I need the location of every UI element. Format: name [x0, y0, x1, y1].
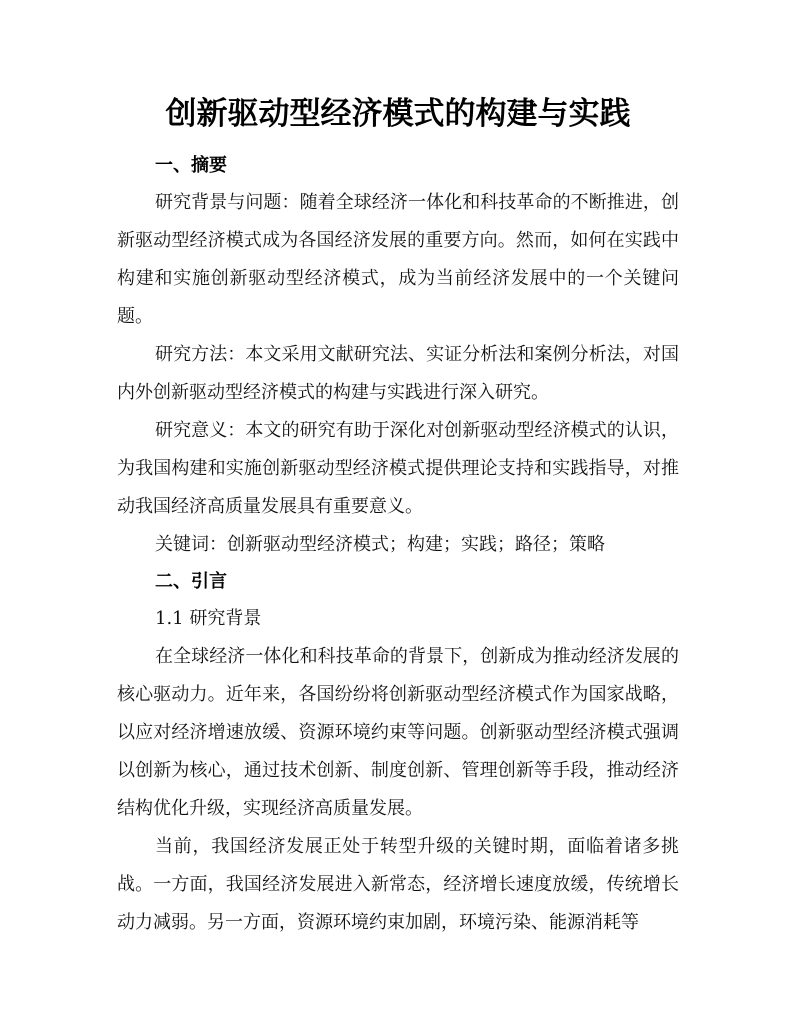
- abstract-heading: 一、摘要: [155, 155, 227, 176]
- abstract-significance-paragraph: 研究意义：本文的研究有助于深化对创新驱动型经济模式的认识，为我国构建和实施创新驱动型经济模式提供理论支持和实践指导，对推动我国经济高质量发展具有重要意义。: [117, 420, 679, 517]
- keywords-label: 关键词：: [155, 534, 227, 555]
- introduction-paragraph-1: 在全球经济一体化和科技革命的背景下，创新成为推动经济发展的核心驱动力。近年来，各国纷纷将创新驱动型经济模式作为国家战略，以应对经济增速放缓、资源环境约束等问题。创新驱动型经济模式强调以创新为核心，通过技术创新、制度创新、管理创新等手段，推动经济结构优化升级，实现经济高质量发展。: [117, 646, 679, 819]
- document-body: [117, 92, 679, 942]
- introduction-heading: 二、引言: [155, 571, 227, 592]
- document-title: 创新驱动型经济模式的构建与实践: [165, 96, 631, 132]
- keywords-value: 创新驱动型经济模式；构建；实践；路径；策略: [227, 534, 605, 555]
- keywords-line: [117, 526, 679, 564]
- research-background-subheading: 1.1 研究背景: [155, 608, 262, 629]
- introduction-paragraph-2: 当前，我国经济发展正处于转型升级的关键时期，面临着诸多挑战。一方面，我国经济发展进入新常态，经济增长速度放缓，传统增长动力减弱。另一方面，资源环境约束加剧，环境污染、能源消耗等: [117, 836, 679, 933]
- abstract-method-paragraph: 研究方法：本文采用文献研究法、实证分析法和案例分析法，对国内外创新驱动型经济模式的构建与实践进行深入研究。: [117, 344, 679, 403]
- abstract-background-paragraph: 研究背景与问题：随着全球经济一体化和科技革命的不断推进，创新驱动型经济模式成为各国经济发展的重要方向。然而，如何在实践中构建和实施创新驱动型经济模式，成为当前经济发展中的一个关键问题。: [117, 192, 679, 327]
